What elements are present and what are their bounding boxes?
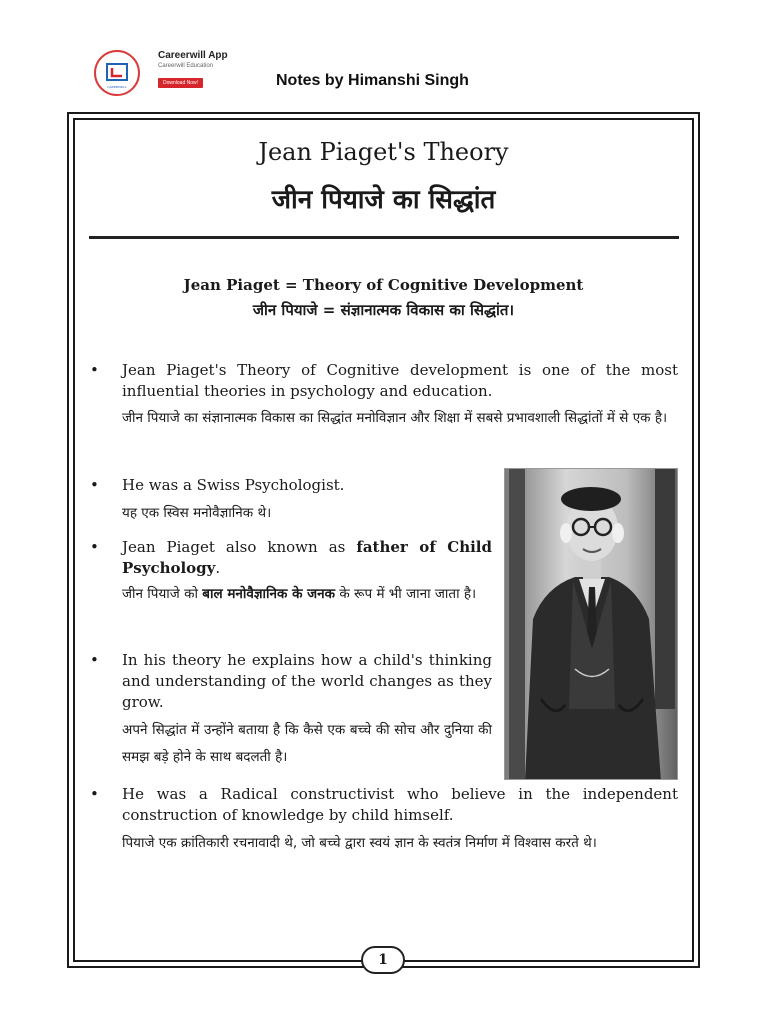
bullet-3-hindi-text: जीन पियाजे को bbox=[122, 586, 203, 602]
bullet-1-english: Jean Piaget's Theory of Cognitive development is one of the most influential theories in psychology and education. bbox=[122, 361, 678, 400]
piaget-portrait-image bbox=[504, 468, 678, 780]
app-name: Careerwill App bbox=[158, 50, 228, 61]
bullet-3-hindi-end: के रूप में भी जाना जाता है। bbox=[335, 586, 477, 602]
portrait-illustration bbox=[505, 469, 678, 780]
app-subtitle: Careerwill Education bbox=[158, 63, 214, 69]
page-title-english: Jean Piaget's Theory bbox=[258, 138, 509, 166]
careerwill-logo bbox=[94, 50, 140, 96]
bullet-marker: • bbox=[90, 538, 99, 556]
brand-block bbox=[158, 50, 228, 88]
bullet-marker: • bbox=[90, 785, 99, 803]
bullet-3-english bbox=[122, 537, 492, 579]
bullet-2-hindi: यह एक स्विस मनोवैज्ञानिक थे। bbox=[122, 505, 272, 521]
bullet-5-hindi: पियाजे एक क्रांतिकारी रचनावादी थे, जो बच्चे द्वारा स्वयं ज्ञान के स्वतंत्र निर्माण में विश्वास करते थे। bbox=[122, 835, 597, 851]
logo-text: CAREERWILL bbox=[107, 85, 127, 89]
bullet-4-hindi: अपने सिद्धांत में उन्होंने बताया है कि कैसे एक बच्चे की सोच और दुनिया की समझ बड़े होने के साथ बदलती है। bbox=[122, 722, 492, 765]
notes-author: Notes by Himanshi Singh bbox=[276, 72, 469, 89]
bullet-marker: • bbox=[90, 476, 99, 494]
bullet-3-english-text: Jean Piaget also known as bbox=[122, 538, 357, 556]
subtitle-hindi: जीन पियाजे = संज्ञानात्मक विकास का सिद्धांत। bbox=[252, 301, 515, 319]
logo-mark-icon bbox=[106, 63, 128, 83]
page-number: 1 bbox=[361, 946, 405, 974]
page-title-hindi: जीन पियाजे का सिद्धांत bbox=[271, 185, 496, 215]
bullet-marker: • bbox=[90, 361, 99, 379]
bullet-3-hindi bbox=[122, 581, 492, 608]
bullet-2-english: He was a Swiss Psychologist. bbox=[122, 476, 345, 494]
bullet-5-english: He was a Radical constructivist who believe in the independent construction of knowledge by child himself. bbox=[122, 785, 678, 824]
bullet-3-english-end: . bbox=[215, 559, 221, 577]
bullet-3-english-emphasis: father of Child Psychology bbox=[122, 538, 492, 577]
bullet-marker: • bbox=[90, 651, 99, 669]
bullet-3-hindi-emphasis: बाल मनोवैज्ञानिक के जनक bbox=[202, 586, 336, 602]
title-divider bbox=[89, 236, 679, 239]
page-header bbox=[0, 0, 768, 110]
bullet-1-hindi: जीन पियाजे का संज्ञानात्मक विकास का सिद्धांत मनोविज्ञान और शिक्षा में सबसे प्रभावशाली सिद्धांतों में से एक है। bbox=[122, 410, 668, 426]
bullet-4-english: In his theory he explains how a child's thinking and understanding of the world changes as they grow. bbox=[122, 651, 492, 711]
subtitle-english: Jean Piaget = Theory of Cognitive Development bbox=[183, 276, 584, 294]
download-button[interactable]: Download Now! bbox=[158, 78, 203, 88]
